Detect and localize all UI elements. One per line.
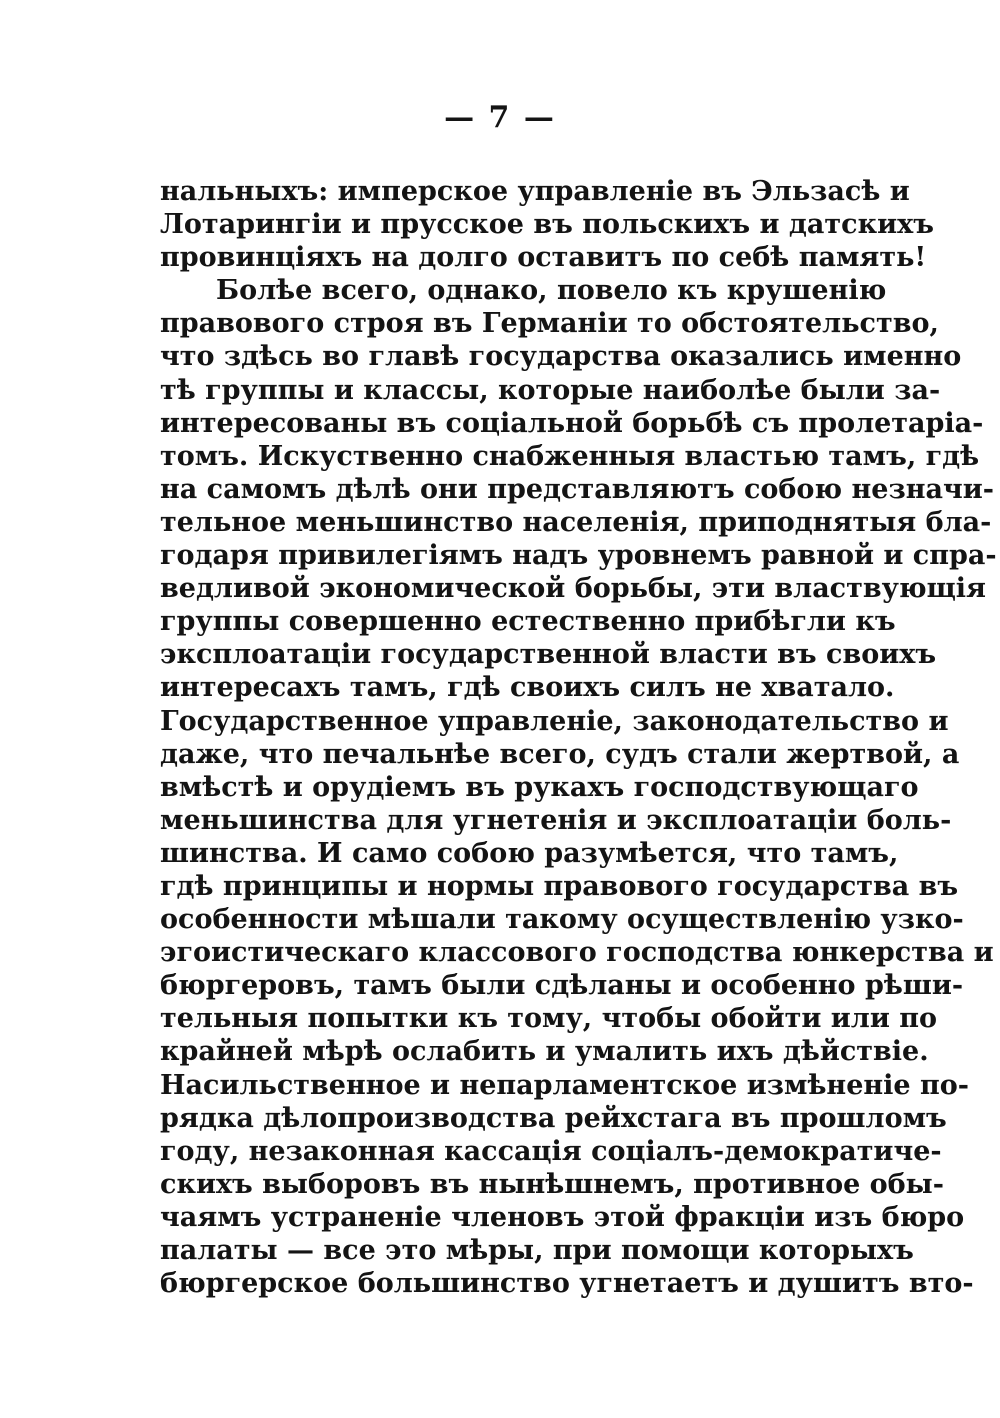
text-line: палаты — все это мѣры, при помощи которыхъ [160,1235,914,1266]
text-line: ведливой экономической борьбы, эти властвующія [160,573,987,605]
text-line: меньшинства для угнетенія и эксплоатаціи боль- [160,804,952,836]
text-line: чаямъ устраненіе членовъ этой фракціи изъ бюро [160,1201,965,1233]
text-line: крайней мѣрѣ ослабить и умалить ихъ дѣйствіе. [160,1036,929,1068]
text-line: нальныхъ: имперское управленіе въ Эльзасѣ и [160,176,910,207]
text-line: даже, что печальнѣе всего, судъ стали жертвой, а [160,738,960,770]
text-line: Лотарингіи и прусское въ польскихъ и датскихъ [160,209,934,241]
text-line: эгоистическаго классового господства юнкерства и [160,937,994,969]
text-line: тельныя попытки къ тому, чтобы обойти или по [160,1003,938,1035]
text-line: интересахъ тамъ, гдѣ своихъ силъ не хватало. [160,672,895,704]
text-line: Насильственное и непарламентское измѣненіе по- [160,1069,969,1101]
text-line: правового строя въ Германіи то обстоятельство, [160,308,939,340]
page-number: — 7 — [444,100,556,135]
text-line: на самомъ дѣлѣ они представляютъ собою незначи- [160,473,994,505]
text-line: что здѣсь во главѣ государства оказались именно [160,341,962,373]
text-line: тѣ группы и классы, которые наиболѣе были за- [160,374,941,406]
text-line: группы совершенно естественно прибѣгли къ [160,606,896,638]
text-line: особенности мѣшали такому осуществленію узко- [160,904,964,936]
text-line: интересованы въ соціальной борьбѣ съ пролетаріа- [160,407,984,439]
text-line: скихъ выборовъ въ нынѣшнемъ, противное обы- [160,1168,944,1200]
text-line: бюргеровъ, тамъ были сдѣланы и особенно рѣши- [160,970,964,1002]
text-line: году, незаконная кассація соціалъ-демократиче- [160,1135,942,1167]
text-line: эксплоатаціи государственной власти въ своихъ [160,639,937,671]
text-line: тельное меньшинство населенія, приподнятыя бла- [160,506,992,538]
text-line: годаря привилегіямъ надъ уровнемъ равной и спра- [160,540,997,572]
text-line: Государственное управленіе, законодательство и [160,705,949,737]
text-line: шинства. И само собою разумѣется, что тамъ, [160,837,899,869]
body-text [160,175,997,1300]
text-line: бюргерское большинство угнетаетъ и душитъ вто- [160,1268,974,1300]
text-line: Болѣе всего, однако, повело къ крушенію [216,275,887,307]
text-line: гдѣ принципы и нормы правового государства въ [160,870,959,902]
text-line: вмѣстѣ и орудіемъ въ рукахъ господствующаго [160,771,919,803]
text-line: провинціяхъ на долго оставитъ по себѣ память! [160,242,927,274]
text-line: рядка дѣлопроизводства рейхстага въ прошломъ [160,1102,947,1134]
text-line: томъ. Искуственно снабженныя властью тамъ, гдѣ [160,440,980,472]
